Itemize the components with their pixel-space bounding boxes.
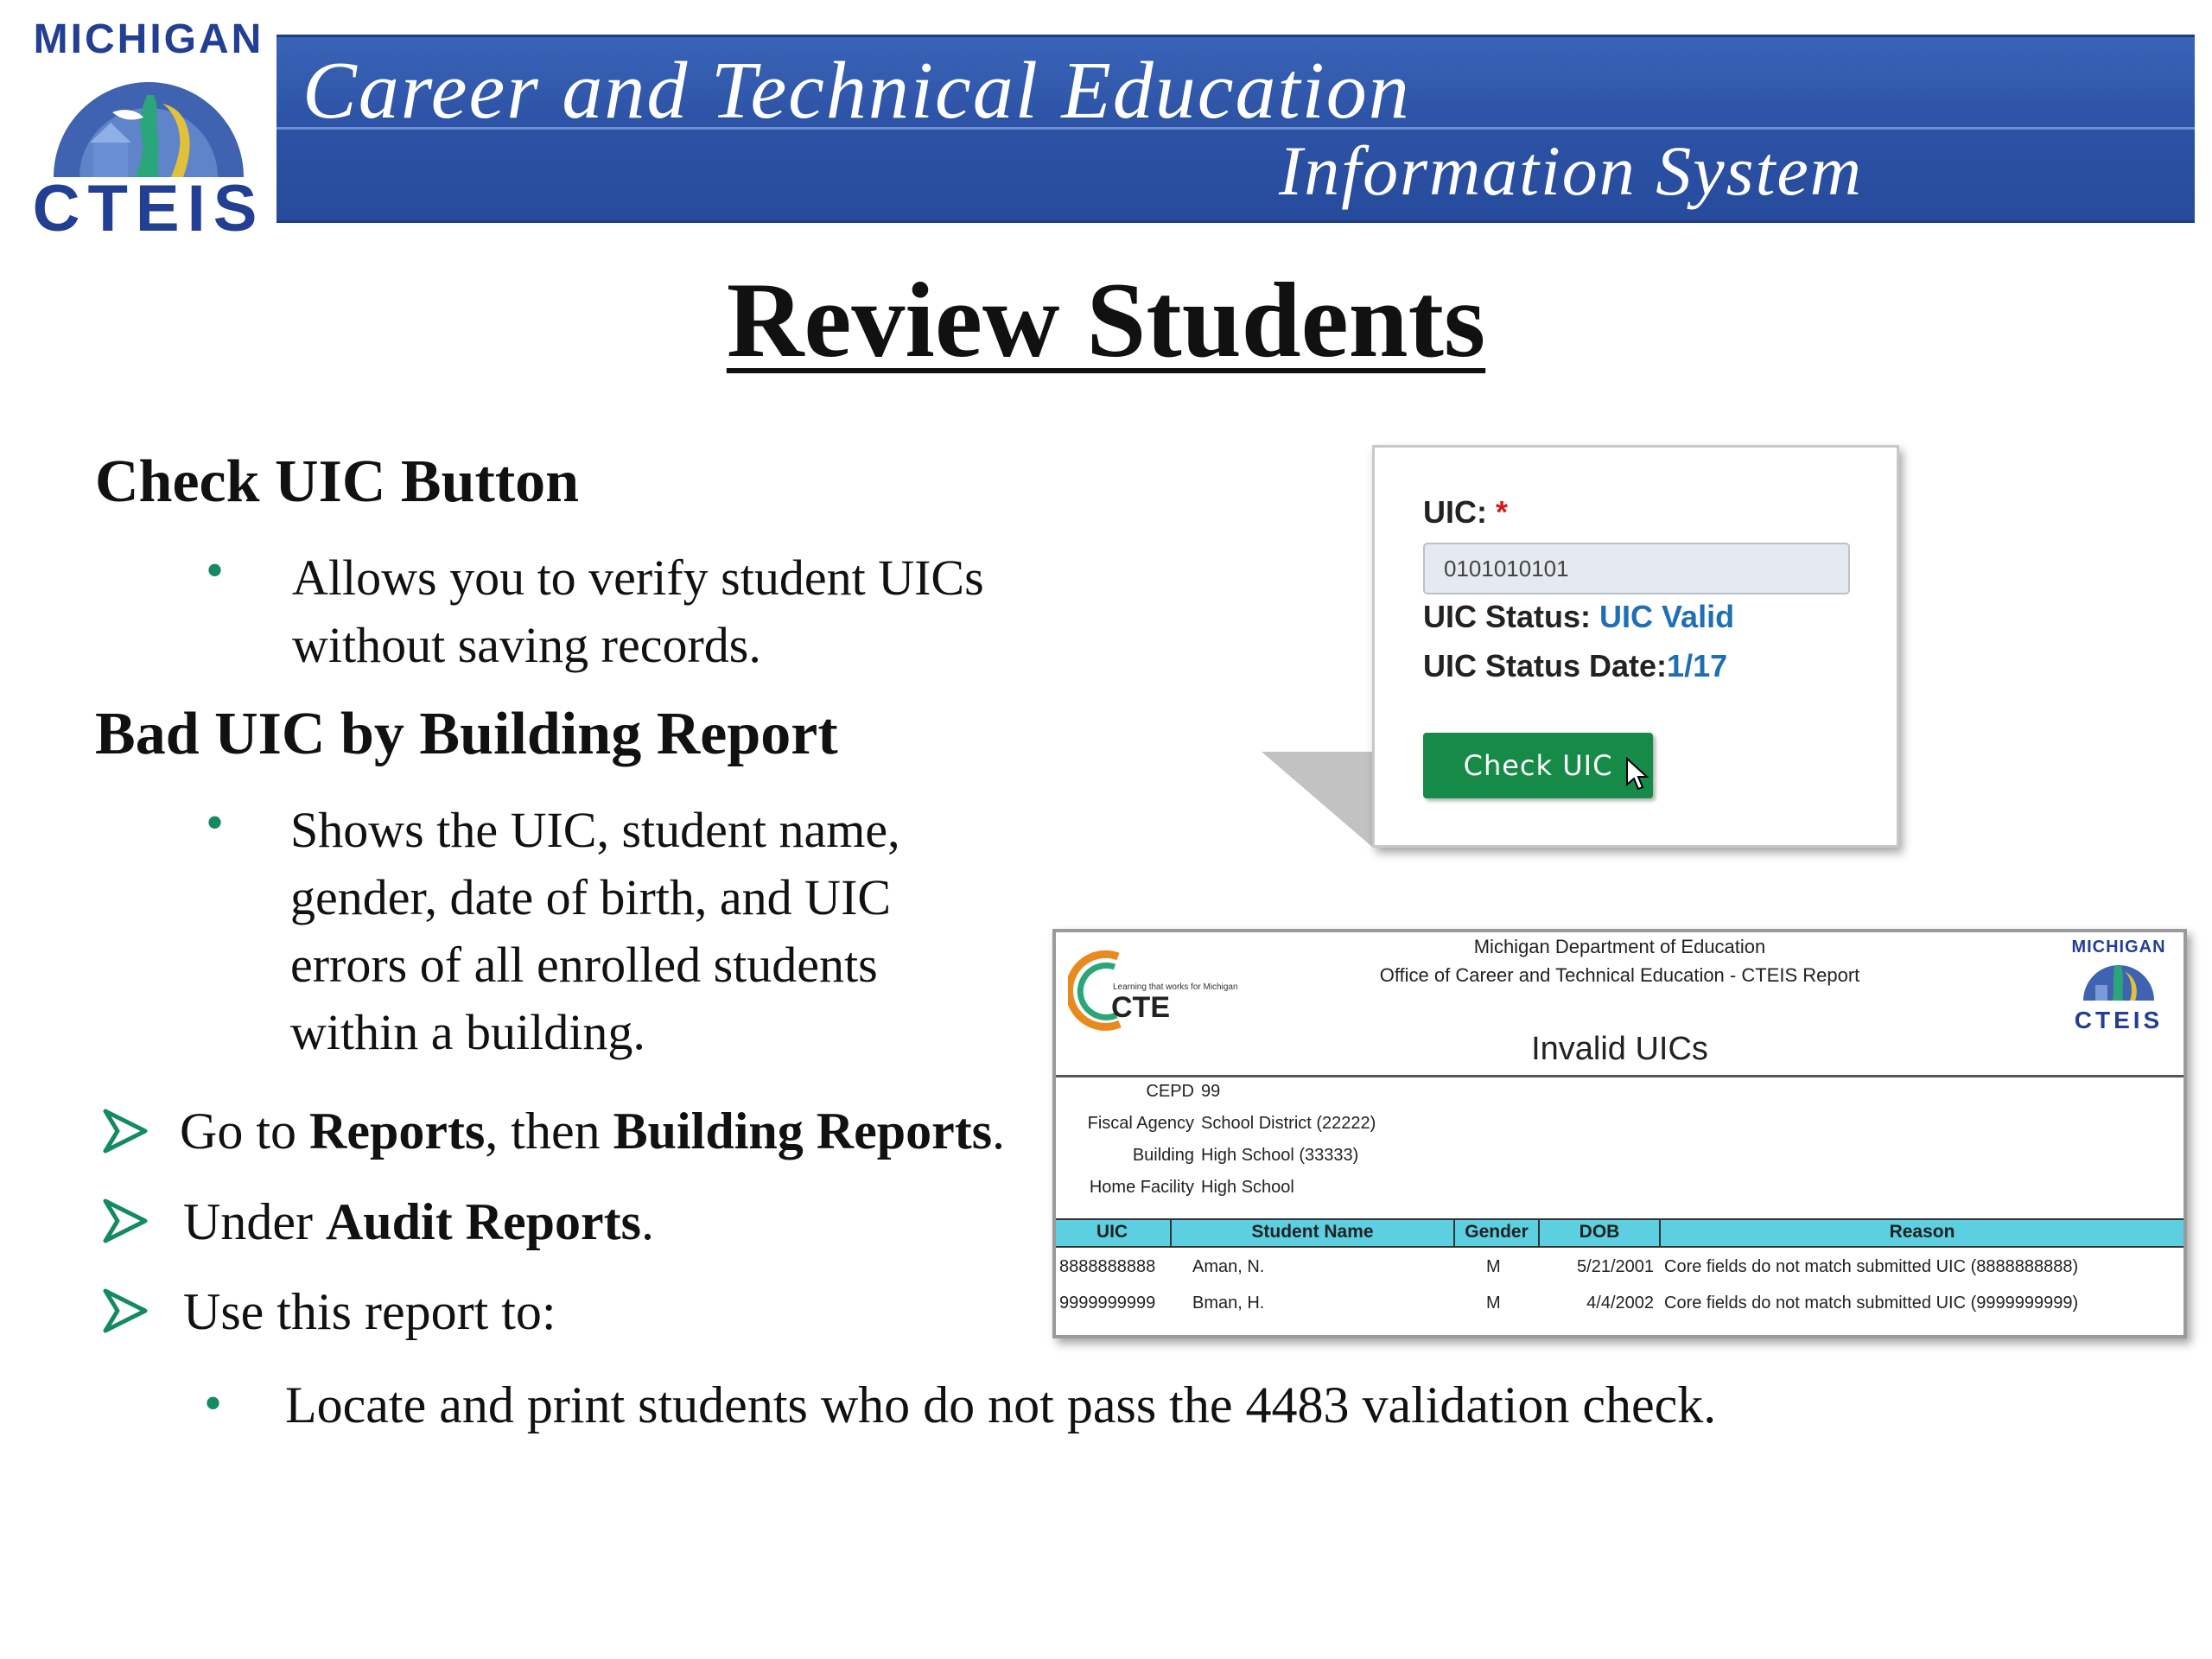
uic-status-value: UIC Valid: [1599, 599, 1735, 634]
col-student-name: Student Name: [1251, 1222, 1374, 1242]
col-gender: Gender: [1465, 1222, 1529, 1242]
check-uic-heading: Check UIC Button: [95, 448, 580, 515]
table-row: 8888888888 Aman, N. M 5/21/2001 Core fields do not match submitted UIC (8888888888): [1059, 1257, 2079, 1276]
bullet-dot: •: [204, 1375, 223, 1432]
report-cteis-logo: MICHIGAN CTEIS: [2071, 938, 2166, 1033]
michigan-dome-icon: [2080, 957, 2158, 1001]
uic-widget: [1372, 445, 1899, 848]
arrow-bullet-icon: [102, 1108, 149, 1154]
uic-status-date-value: 1/17: [1667, 648, 1728, 683]
invalid-uics-report: Learning that works for Michigan CTE Michigan Department of Education Office of Career and Technical Education - CTEIS Report MICHIGAN CTEIS Invalid UICs CEPD 99 Fiscal Agency School District (22222) Building High School (33333) Home Facility High School UIC Student Name Gender DOB Reason 8888888888 Aman, N. M 5/21/2001 Core fields do not match submitted UIC (8888888888) 9999999999 Bman, H. M 4/4/2002 Core fields do not match submitted UIC (9999999999): [1052, 929, 2187, 1338]
step-reports: Go to Reports, then Building Reports.: [180, 1103, 1006, 1160]
report-header: Michigan Department of Education Office of Career and Technical Education - CTEIS Report: [1379, 936, 1860, 986]
michigan-cteis-logo: [19, 16, 278, 245]
bad-uic-report-heading: Bad UIC by Building Report: [95, 701, 838, 767]
step-use-report: Use this report to:: [183, 1283, 556, 1340]
cte-tagline: Learning that works for Michigan: [1113, 982, 1238, 992]
check-uic-button[interactable]: Check UIC: [1423, 733, 1653, 798]
bad-uic-report-bullet: Shows the UIC, student name, gender, date of birth, and UIC errors of all enrolled students within a building.: [290, 802, 900, 1060]
report-table-header: [1056, 1218, 2183, 1248]
banner-title-line2: Information System: [1279, 131, 1863, 210]
uic-status: UIC Status: UIC Valid: [1423, 599, 1735, 634]
bullet-dot: •: [206, 542, 225, 599]
bullet-dot: •: [206, 794, 225, 851]
uic-status-date: UIC Status Date:1/17: [1423, 648, 1728, 683]
header-banner: [276, 35, 2195, 223]
col-dob: DOB: [1579, 1222, 1620, 1242]
arrow-bullet-icon: [102, 1287, 149, 1334]
logo-cteis-text: CTEIS: [32, 172, 265, 245]
report-divider: [1056, 1075, 2183, 1077]
michigan-dome-icon: [45, 60, 252, 181]
arrow-bullet-icon: [102, 1198, 149, 1244]
col-reason: Reason: [1889, 1222, 1955, 1242]
report-title: Invalid UICs: [1531, 1031, 1708, 1067]
step-sub-bullet: Locate and print students who do not pass the 4483 validation check.: [285, 1376, 1717, 1433]
banner-title-line1: Career and Technical Education: [302, 46, 1411, 136]
step-audit-reports: Under Audit Reports.: [183, 1193, 654, 1250]
logo-michigan-text: MICHIGAN: [33, 16, 264, 62]
uic-input[interactable]: [1423, 543, 1850, 594]
check-uic-bullet: Allows you to verify student UICs without saving records.: [292, 550, 984, 673]
cte-logo-text: CTE: [1111, 991, 1170, 1024]
required-marker: *: [1496, 494, 1509, 530]
mouse-cursor-icon: [1625, 757, 1649, 791]
col-uic: UIC: [1096, 1222, 1128, 1242]
table-row: 9999999999 Bman, H. M 4/4/2002 Core fields do not match submitted UIC (9999999999): [1059, 1294, 2079, 1313]
uic-label: UIC: *: [1423, 494, 1509, 530]
slide-title: Review Students: [726, 261, 1486, 379]
